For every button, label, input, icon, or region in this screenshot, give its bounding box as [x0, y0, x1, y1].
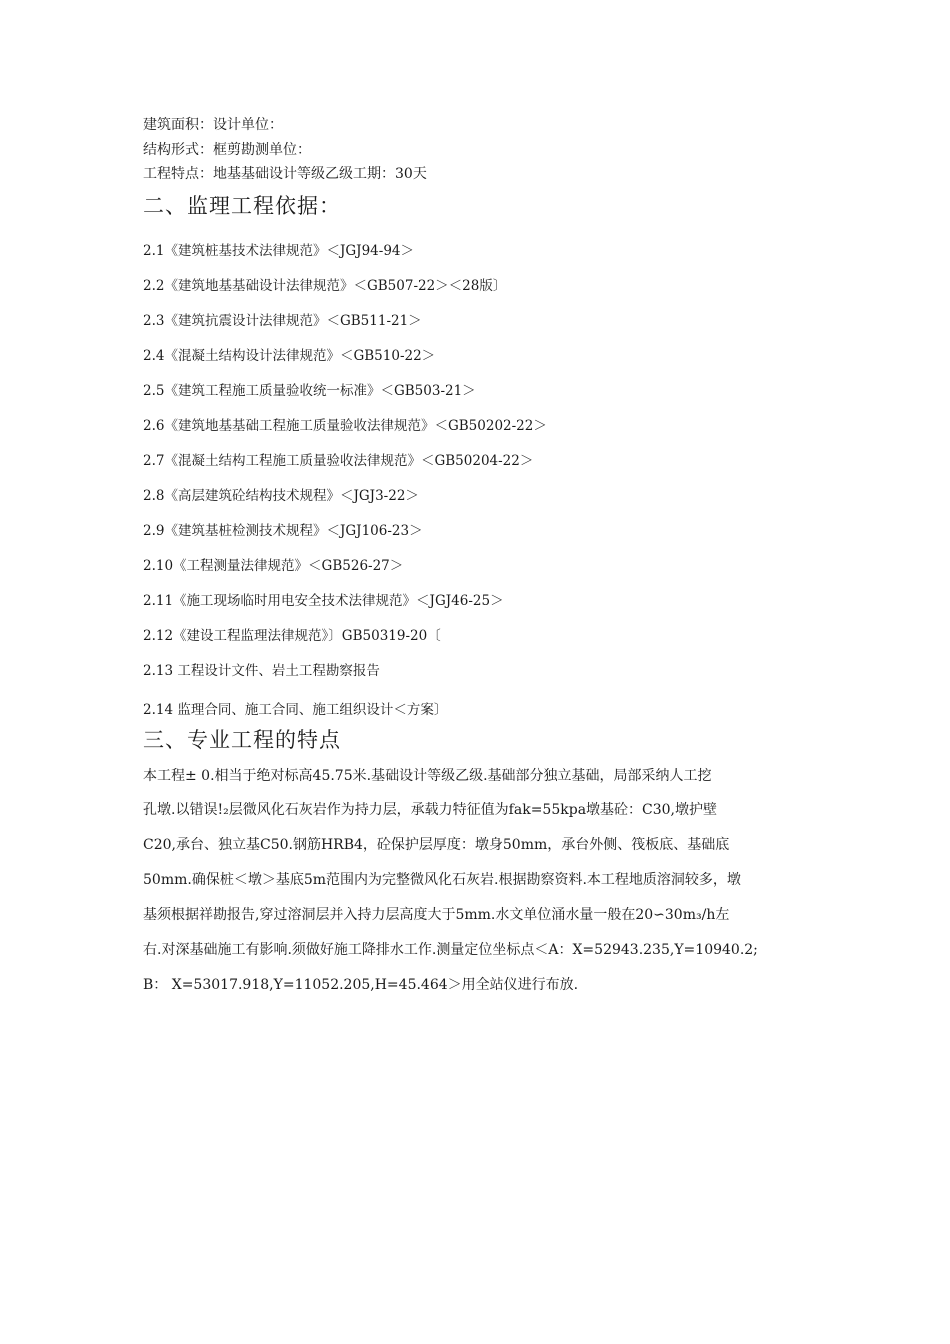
reference-item: 2.12《建设工程监理法律规范》〕GB50319-20〔: [143, 628, 441, 644]
reference-item: 2.3《建筑抗震设计法律规范》＜GB511-21＞: [143, 313, 422, 329]
reference-item: 2.8《高层建筑砼结构技术规程》＜JGJ3-22＞: [143, 488, 419, 504]
section-2-heading: 二、监理工程依据：: [143, 194, 341, 218]
reference-item: 2.10《工程测量法律规范》＜GB526-27＞: [143, 558, 404, 574]
paragraph-line: 50mm.确保桩＜墩＞基底5m范围内为完整微风化石灰岩.根据勘察资料.本工程地质溶洞较多，墩: [143, 872, 741, 888]
paragraph-line: B： X=53017.918,Y=11052.205,H=45.464＞用全站仪进行布放.: [143, 977, 579, 993]
reference-item: 2.4《混凝土结构设计法律规范》＜GB510-22＞: [143, 348, 436, 364]
paragraph-line: 本工程± 0.相当于绝对标高45.75米.基础设计等级乙级.基础部分独立基础，局部采纳人工挖: [143, 768, 712, 784]
reference-item: 2.2《建筑地基基础设计法律规范》＜GB507-22＞＜28版〕: [143, 278, 507, 294]
reference-item: 2.14 监理合同、施工合同、施工组织设计＜方案〕: [143, 702, 448, 718]
section-3-heading: 三、专业工程的特点: [143, 728, 341, 752]
paragraph-line: 孔墩.以错误!₂层微风化石灰岩作为持力层，承载力特征值为fak=55kpa墩基砼：C30,墩护壁: [143, 802, 718, 818]
reference-item: 2.5《建筑工程施工质量验收统一标准》＜GB503-21＞: [143, 383, 476, 399]
paragraph-line: C20,承台、独立基C50.钢筋HRB4，砼保护层厚度：墩身50mm，承台外侧、筏板底、基础底: [143, 837, 730, 853]
reference-item: 2.7《混凝土结构工程施工质量验收法律规范》＜GB50204-22＞: [143, 453, 534, 469]
reference-item: 2.9《建筑基桩检测技术规程》＜JGJ106-23＞: [143, 523, 423, 539]
reference-item: 2.13 工程设计文件、岩土工程勘察报告: [143, 663, 380, 679]
info-line-features: 工程特点：地基基础设计等级乙级工期：30天: [143, 166, 427, 182]
reference-item: 2.11《施工现场临时用电安全技术法律规范》＜JGJ46-25＞: [143, 593, 504, 609]
info-line-structure: 结构形式：框剪勘测单位：: [143, 142, 311, 158]
reference-item: 2.6《建筑地基基础工程施工质量验收法律规范》＜GB50202-22＞: [143, 418, 547, 434]
info-line-area: 建筑面积：设计单位：: [143, 117, 283, 133]
paragraph-line: 基须根据祥勘报告,穿过溶洞层并入持力层高度大于5mm.水文单位涌水量一般在20∽30m₃/h左: [143, 907, 730, 923]
paragraph-line: 右.对深基础施工有影响.须做好施工降排水工作.测量定位坐标点＜A：X=52943.235,Y=10940.2;: [143, 942, 758, 958]
reference-item: 2.1《建筑桩基技术法律规范》＜JGJ94-94＞: [143, 243, 414, 259]
